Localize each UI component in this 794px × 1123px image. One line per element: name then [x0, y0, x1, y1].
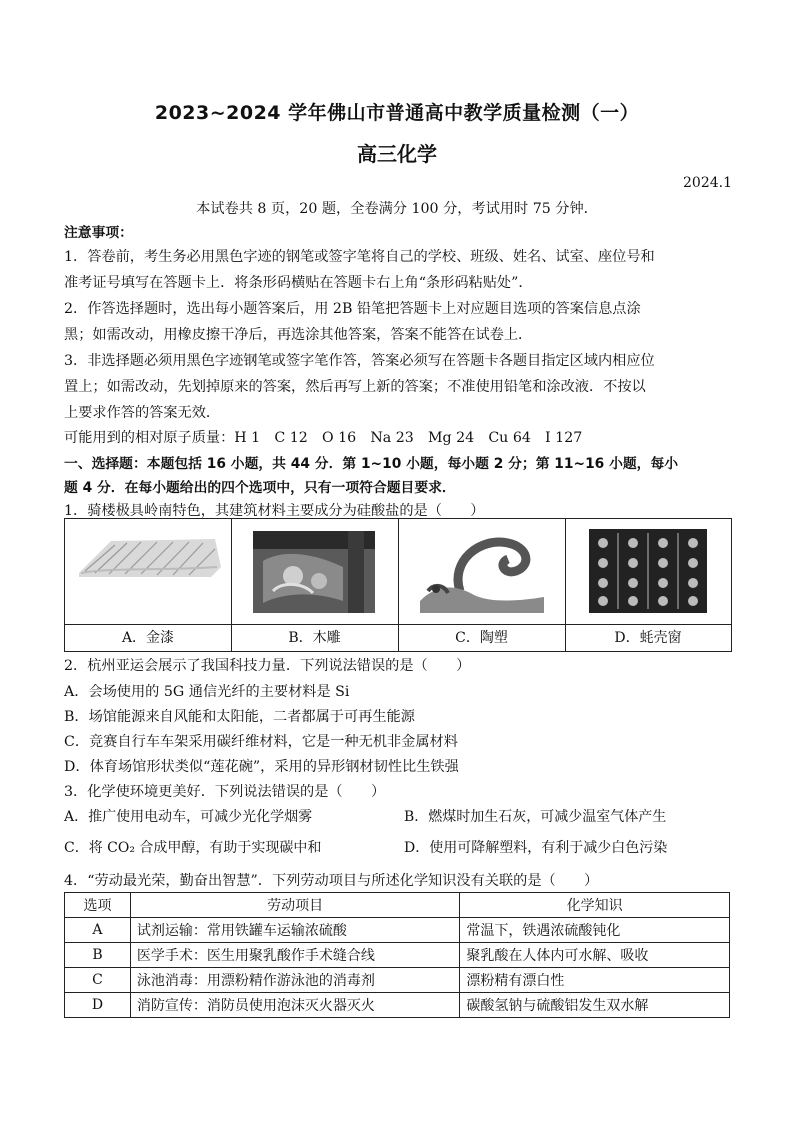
table-cell: 试剂运输：常用铁罐车运输浓硫酸	[130, 918, 459, 943]
table-cell: D	[65, 993, 131, 1018]
q3-option-d: D．使用可降解塑料，有利于减少白色污染	[404, 840, 668, 856]
q3-options-row-2	[64, 837, 744, 857]
table-header: 化学知识	[460, 893, 730, 918]
q3-option-b: B．燃煤时加生石灰，可减少温室气体产生	[404, 809, 667, 825]
table-cell: 消防宣传：消防员使用泡沫灭火器灭火	[130, 993, 459, 1018]
gold-lacquer-photo-icon	[75, 527, 221, 617]
table-cell: 医学手术：医生用聚乳酸作手术缝合线	[130, 943, 459, 968]
ceramic-sculpture-photo-icon	[420, 531, 544, 613]
table-cell: C	[65, 968, 131, 993]
exam-subtitle: 高三化学	[357, 142, 437, 166]
notes-line: 置上；如需改动，先划掉原来的答案，然后再写上新的答案；不准使用铅笔和涂改液．不按以	[64, 379, 646, 395]
q1-stem: 1．骑楼极具岭南特色，其建筑材料主要成分为硅酸盐的是（ ）	[64, 503, 485, 519]
atomic-masses: 可能用到的相对原子质量：H 1 C 12 O 16 Na 23 Mg 24 Cu 64 I 127	[64, 430, 583, 446]
q3-option-c: C．将 CO₂ 合成甲醇，有助于实现碳中和	[64, 840, 322, 856]
exam-title: 2023~2024 学年佛山市普通高中教学质量检测（一）	[154, 102, 640, 124]
q2-stem: 2．杭州亚运会展示了我国科技力量．下列说法错误的是（ ）	[64, 658, 471, 674]
exam-date: 2024.1	[683, 175, 732, 191]
notes-heading: 注意事项：	[64, 225, 133, 241]
q1-option-b-label: B．木雕	[231, 624, 398, 651]
table-row	[65, 918, 730, 943]
notes-line: 3．非选择题必须用黑色字迹钢笔或签字笔作答，答案必须写在答题卡各题目指定区域内相应位	[64, 353, 655, 369]
q2-option-d: D．体育场馆形状类似“莲花碗”，采用的异形钢材韧性比生铁强	[64, 759, 459, 775]
q2-option-b: B．场馆能源来自风能和太阳能，二者都属于可再生能源	[64, 709, 415, 725]
notes-line: 上要求作答的答案无效．	[64, 405, 221, 421]
q1-image-table	[64, 518, 732, 652]
table-cell: 泳池消毒：用漂粉精作游泳池的消毒剂	[130, 968, 459, 993]
table-cell: A	[65, 918, 131, 943]
table-cell: B	[65, 943, 131, 968]
exam-info: 本试卷共 8 页，20 题，全卷满分 100 分，考试用时 75 分钟．	[196, 201, 598, 217]
q1-option-d	[565, 519, 731, 651]
table-cell: 碳酸氢钠与硫酸铝发生双水解	[460, 993, 730, 1018]
q1-option-a-label: A．金漆	[65, 624, 231, 651]
q1-option-d-label: D．蚝壳窗	[565, 624, 731, 651]
notes-line: 1．答卷前，考生务必用黑色字迹的钢笔或签字笔将自己的学校、班级、姓名、试室、座位号和	[64, 249, 655, 265]
q2-option-a: A．会场使用的 5G 通信光纤的主要材料是 Si	[64, 684, 350, 700]
table-header: 劳动项目	[130, 893, 459, 918]
section-heading-cont: 题 4 分．在每小题给出的四个选项中，只有一项符合题目要求．	[64, 480, 456, 496]
q1-option-c-label: C．陶塑	[398, 624, 565, 651]
q3-options-row-1	[64, 806, 744, 826]
q4-stem: 4．“劳动最光荣，勤奋出智慧”．下列劳动项目与所述化学知识没有关联的是（ ）	[64, 873, 599, 889]
table-row	[65, 993, 730, 1018]
q1-option-a	[65, 519, 232, 651]
q1-option-b	[231, 519, 399, 651]
q3-stem: 3．化学使环境更美好．下列说法错误的是（ ）	[64, 784, 386, 800]
table-row	[65, 968, 730, 993]
table-header: 选项	[65, 893, 131, 918]
notes-line: 2．作答选择题时，选出每小题答案后，用 2B 铅笔把答题卡上对应题目选项的答案信息点涂	[64, 301, 641, 317]
table-header-row	[65, 893, 730, 918]
section-heading: 一、选择题：本题包括 16 小题，共 44 分．第 1~10 小题，每小题 2 分；第 11~16 小题，每小	[64, 456, 679, 472]
table-row	[65, 943, 730, 968]
notes-line: 准考证号填写在答题卡上．将条形码横贴在答题卡右上角“条形码粘贴处”．	[64, 275, 533, 291]
oyster-shell-window-photo-icon	[589, 529, 707, 613]
q3-option-a: A．推广使用电动车，可减少光化学烟雾	[64, 809, 313, 825]
q1-option-c	[398, 519, 566, 651]
wood-carving-photo-icon	[253, 531, 375, 613]
q2-option-c: C．竞赛自行车车架采用碳纤维材料，它是一种无机非金属材料	[64, 734, 458, 750]
notes-line: 黑；如需改动，用橡皮擦干净后，再选涂其他答案，答案不能答在试卷上．	[64, 327, 533, 343]
q4-table	[64, 892, 730, 1018]
table-cell: 聚乳酸在人体内可水解、吸收	[460, 943, 730, 968]
table-cell: 漂粉精有漂白性	[460, 968, 730, 993]
table-cell: 常温下，铁遇浓硫酸钝化	[460, 918, 730, 943]
